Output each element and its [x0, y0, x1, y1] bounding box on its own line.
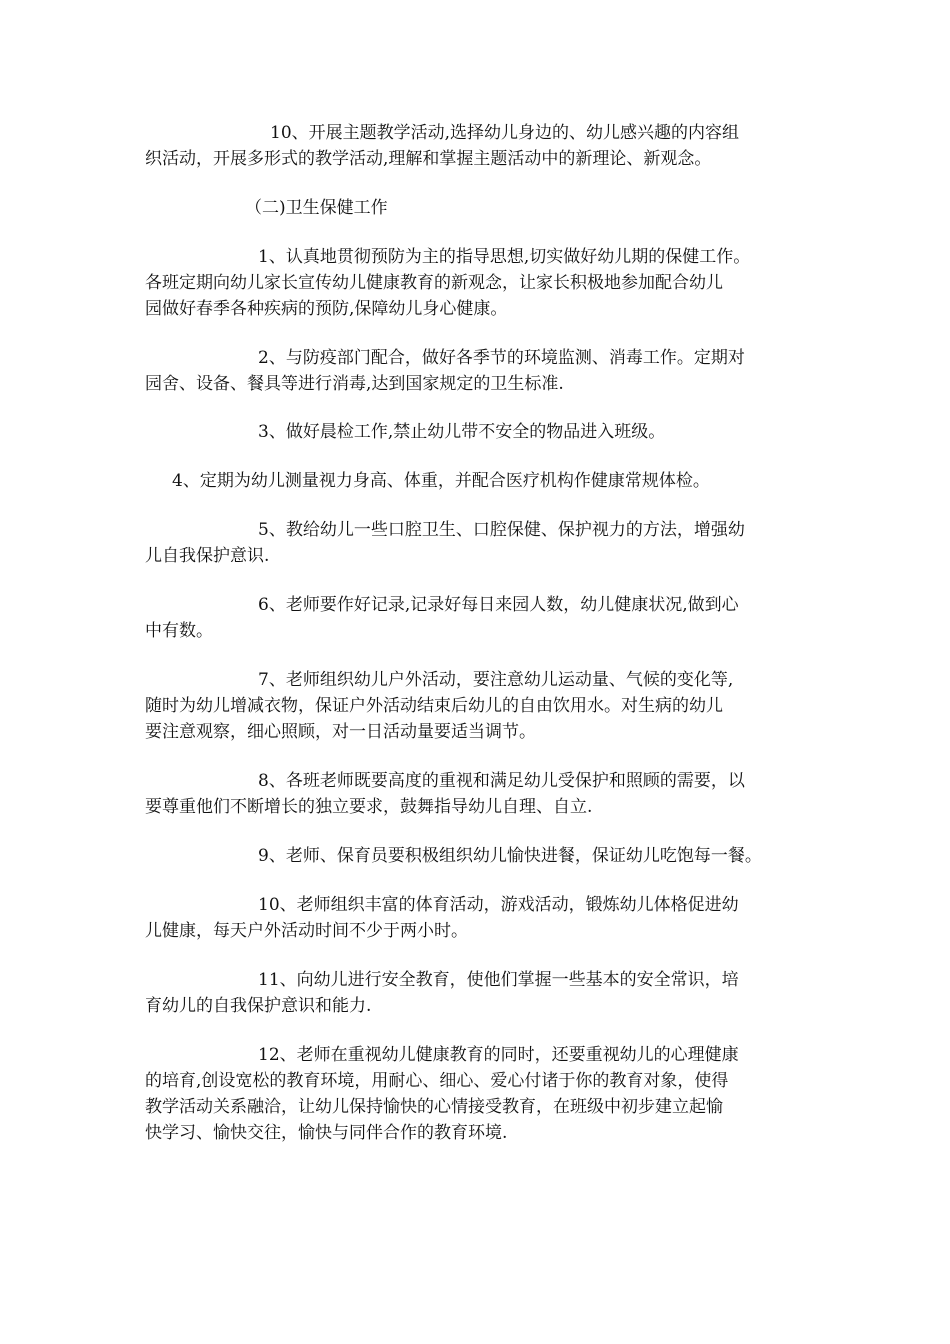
paragraph-2-line-1: 2、与防疫部门配合，做好各季节的环境监测、消毒工作。定期对 — [258, 348, 745, 368]
paragraph-1-line-3: 园做好春季各种疾病的预防,保障幼儿身心健康。 — [145, 299, 508, 319]
paragraph-8-line-1: 8、各班老师既要高度的重视和满足幼儿受保护和照顾的需要，以 — [258, 771, 745, 791]
paragraph-12-line-3: 教学活动关系融洽，让幼儿保持愉快的心情接受教育，在班级中初步建立起愉 — [145, 1097, 723, 1117]
paragraph-1-line-1: 1、认真地贯彻预防为主的指导思想,切实做好幼儿期的保健工作。 — [258, 247, 751, 267]
paragraph-3-line-1: 3、做好晨检工作,禁止幼儿带不安全的物品进入班级。 — [258, 422, 666, 442]
paragraph-5-line-2: 儿自我保护意识. — [145, 546, 270, 566]
paragraph-11-line-2: 育幼儿的自我保护意识和能力. — [145, 996, 372, 1016]
paragraph-5-line-1: 5、教给幼儿一些口腔卫生、口腔保健、保护视力的方法，增强幼 — [258, 520, 745, 540]
paragraph-9-line-1: 9、老师、保育员要积极组织幼儿愉快进餐，保证幼儿吃饱每一餐。 — [258, 846, 762, 866]
paragraph-teaching-10-line-1: 10、开展主题教学活动,选择幼儿身边的、幼儿感兴趣的内容组 — [270, 123, 740, 143]
section-heading-health-care: （二)卫生保健工作 — [245, 198, 388, 218]
paragraph-6-line-2: 中有数。 — [145, 621, 213, 641]
paragraph-7-line-2: 随时为幼儿增减衣物，保证户外活动结束后幼儿的自由饮用水。对生病的幼儿 — [145, 696, 723, 716]
paragraph-7-line-1: 7、老师组织幼儿户外活动，要注意幼儿运动量、气候的变化等, — [258, 670, 734, 690]
paragraph-8-line-2: 要尊重他们不断增长的独立要求，鼓舞指导幼儿自理、自立. — [145, 797, 593, 817]
paragraph-1-line-2: 各班定期向幼儿家长宣传幼儿健康教育的新观念，让家长积极地参加配合幼儿 — [145, 273, 723, 293]
paragraph-2-line-2: 园舍、设备、餐具等进行消毒,达到国家规定的卫生标准. — [145, 374, 564, 394]
paragraph-12-line-2: 的培育,创设宽松的教育环境，用耐心、细心、爱心付诸于你的教育对象，使得 — [145, 1071, 729, 1091]
paragraph-teaching-10-line-2: 织活动，开展多形式的教学活动,理解和掌握主题活动中的新理论、新观念。 — [145, 149, 712, 169]
paragraph-12-line-1: 12、老师在重视幼儿健康教育的同时，还要重视幼儿的心理健康 — [258, 1045, 739, 1065]
paragraph-7-line-3: 要注意观察，细心照顾，对一日活动量要适当调节。 — [145, 722, 536, 742]
paragraph-6-line-1: 6、老师要作好记录,记录好每日来园人数，幼儿健康状况,做到心 — [258, 595, 739, 615]
paragraph-10-line-1: 10、老师组织丰富的体育活动，游戏活动，锻炼幼儿体格促进幼 — [258, 895, 739, 915]
paragraph-12-line-4: 快学习、愉快交往，愉快与同伴合作的教育环境. — [145, 1123, 508, 1143]
paragraph-10-line-2: 儿健康，每天户外活动时间不少于两小时。 — [145, 921, 468, 941]
paragraph-11-line-1: 11、向幼儿进行安全教育，使他们掌握一些基本的安全常识，培 — [258, 970, 739, 990]
paragraph-4-line-1: 4、定期为幼儿测量视力身高、体重，并配合医疗机构作健康常规体检。 — [172, 471, 710, 491]
